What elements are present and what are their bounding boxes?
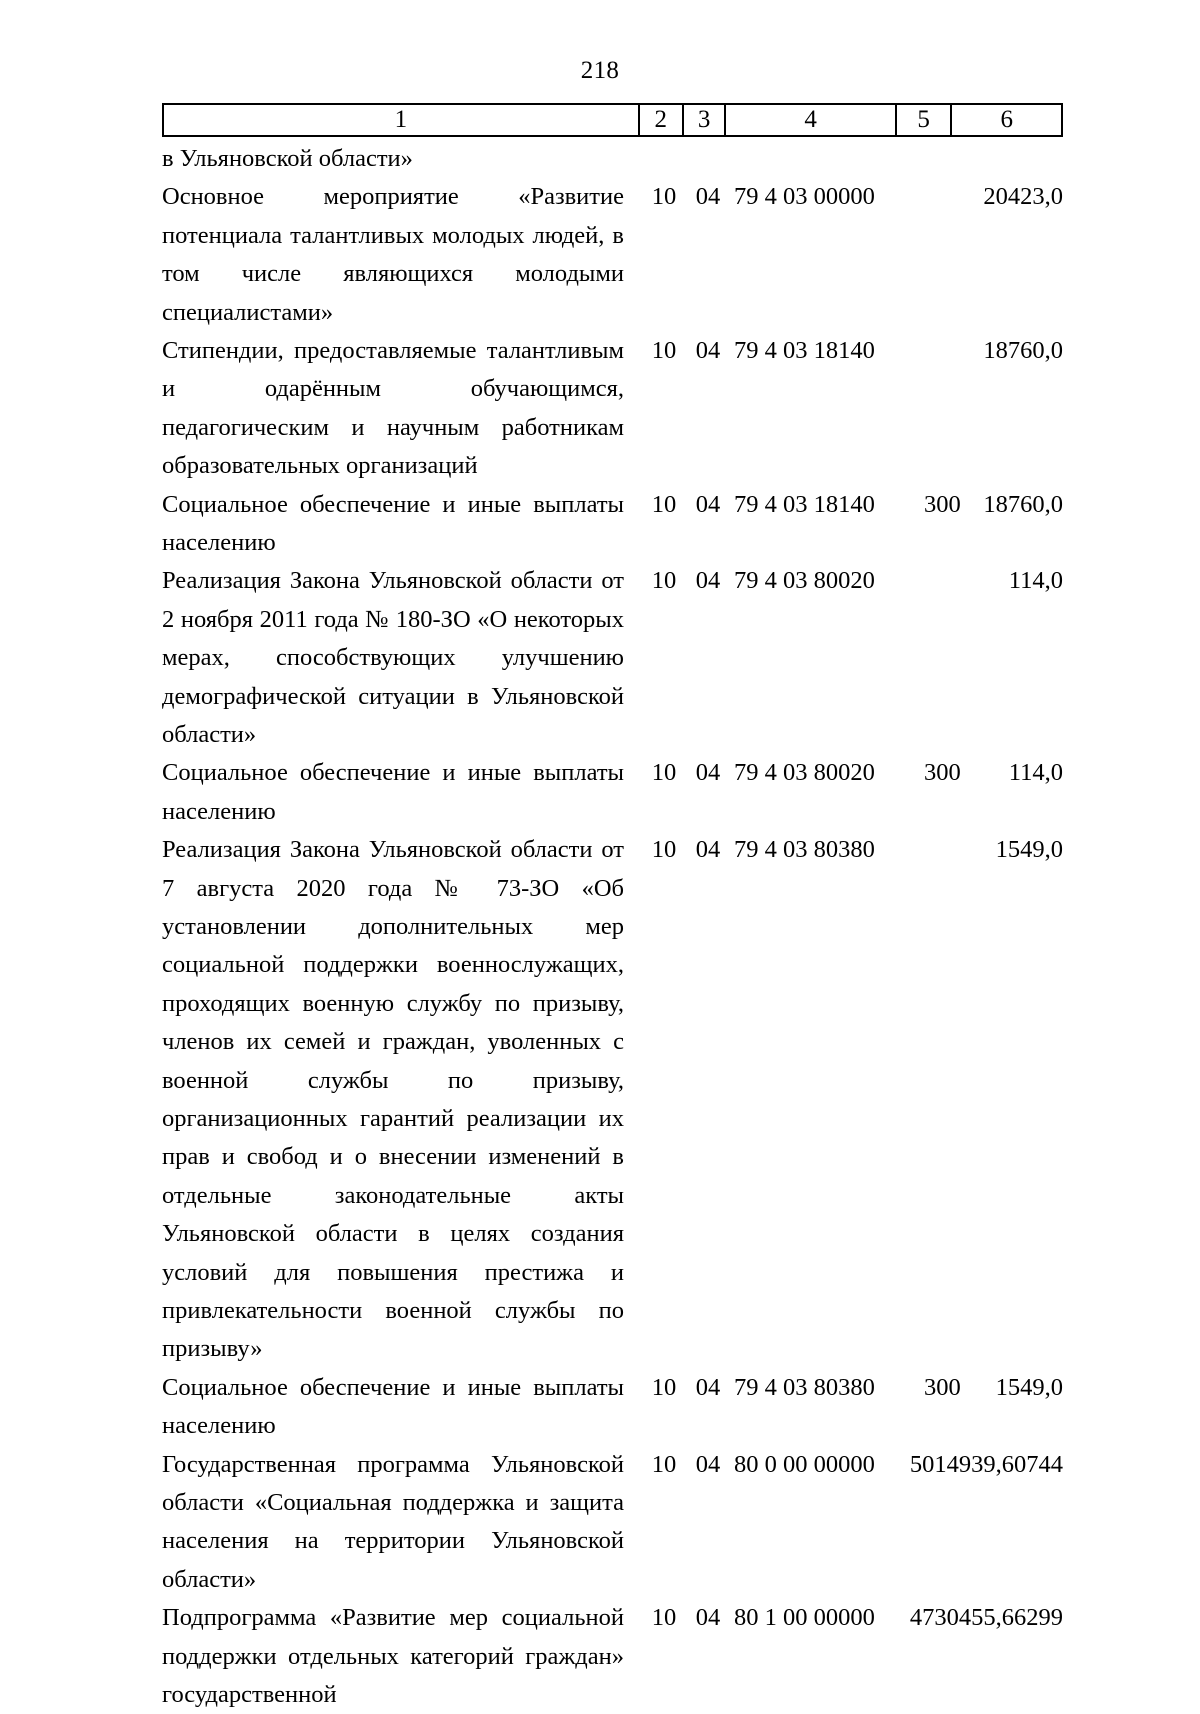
table-row [162, 831, 1063, 1369]
row-section-code: 10 [651, 183, 677, 211]
row-amount: 18760,0 [983, 490, 1063, 518]
row-section-code: 10 [651, 1604, 677, 1632]
table-row [162, 486, 1063, 563]
column-header-1: 1 [164, 105, 640, 135]
row-subsection-code: 04 [695, 490, 721, 518]
row-amount: 20423,0 [983, 183, 1063, 211]
column-header-6: 6 [1000, 106, 1013, 133]
row-description: Реализация Закона Ульяновской области от 2 ноября 2011 года № 180-ЗО «О некоторых мерах, способствующих улучшению демографической ситуации в Ульяновской области» [162, 567, 624, 748]
row-target-article-code: 79 4 03 18140 [734, 490, 875, 518]
table-row [162, 1446, 1063, 1600]
row-description: Государственная программа Ульяновской области «Социальная поддержка и защита населения на территории Ульяновской области» [162, 1450, 624, 1593]
table-row [162, 178, 1063, 332]
column-header-5: 5 [897, 105, 953, 135]
row-section-code: 10 [651, 1450, 677, 1478]
row-subsection-code: 04 [695, 336, 721, 364]
row-section-code: 10 [651, 490, 677, 518]
row-subsection-code: 04 [695, 1373, 721, 1401]
row-description: Основное мероприятие «Развитие потенциала талантливых молодых людей, в том числе являющихся молодыми специалистами» [162, 183, 624, 326]
row-section-code: 10 [651, 836, 677, 864]
row-amount: 18760,0 [983, 336, 1063, 364]
table-column-header-row [162, 103, 1063, 137]
row-target-article-code: 79 4 03 18140 [734, 336, 875, 364]
row-target-article-code: 80 0 00 00000 [734, 1450, 875, 1478]
row-section-code: 10 [651, 336, 677, 364]
table-row [162, 140, 1063, 178]
table-row [162, 562, 1063, 754]
row-description: Стипендии, предоставляемые талантливым и одарённым обучающимся, педагогическим и научным работникам образовательных организаций [162, 336, 624, 480]
row-subsection-code: 04 [695, 1604, 721, 1632]
row-target-article-code: 80 1 00 00000 [734, 1604, 875, 1632]
row-section-code: 10 [651, 567, 677, 595]
row-description: в Ульяновской области» [162, 145, 413, 172]
row-amount: 1549,0 [995, 836, 1063, 864]
row-expense-type-code: 300 [924, 490, 961, 518]
row-amount: 1549,0 [995, 1373, 1063, 1401]
row-amount: 5014939,60744 [909, 1450, 1063, 1478]
row-description: Социальное обеспечение и иные выплаты населению [162, 490, 624, 556]
row-description: Социальное обеспечение и иные выплаты населению [162, 1373, 624, 1440]
column-header-3: 3 [684, 105, 727, 135]
row-target-article-code: 79 4 03 80020 [734, 567, 875, 595]
page-number: 218 [580, 57, 620, 84]
row-amount: 114,0 [1008, 759, 1063, 787]
row-subsection-code: 04 [695, 567, 721, 595]
table-row [162, 332, 1063, 486]
table-row [162, 754, 1063, 831]
row-section-code: 10 [651, 759, 677, 787]
row-description: Реализация Закона Ульяновской области от 7 августа 2020 года № 73-ЗО «Об установлении дополнительных мер социальной поддержки военнослужащих, проходящих военную службу по призыву, членов их семей и граждан, уволенных с военной службы по призыву, организационных гарантий реализации их прав и свобод и о внесении изменений в отдельные законодательные акты Ульяновской области в целях создания условий для повышения престижа и привлекательности военной службы по призыву» [162, 836, 624, 1363]
row-target-article-code: 79 4 03 80380 [734, 836, 875, 864]
row-expense-type-code: 300 [924, 759, 961, 787]
row-target-article-code: 79 4 03 80380 [734, 1373, 875, 1401]
table-row [162, 1599, 1063, 1714]
row-description: Социальное обеспечение и иные выплаты населению [162, 759, 624, 825]
row-subsection-code: 04 [695, 183, 721, 211]
row-amount: 4730455,66299 [909, 1604, 1063, 1632]
table-body [162, 140, 1063, 1714]
column-header-4: 4 [726, 105, 896, 135]
row-target-article-code: 79 4 03 00000 [734, 183, 875, 211]
row-subsection-code: 04 [695, 1450, 721, 1478]
row-amount: 114,0 [1008, 567, 1063, 595]
row-expense-type-code: 300 [924, 1373, 961, 1401]
table-row [162, 1369, 1063, 1446]
row-target-article-code: 79 4 03 80020 [734, 759, 875, 787]
column-header-2: 2 [640, 105, 684, 135]
row-subsection-code: 04 [695, 836, 721, 864]
row-description: Подпрограмма «Развитие мер социальной поддержки отдельных категорий граждан» государственной [162, 1604, 624, 1708]
row-section-code: 10 [651, 1373, 677, 1401]
row-subsection-code: 04 [695, 759, 721, 787]
